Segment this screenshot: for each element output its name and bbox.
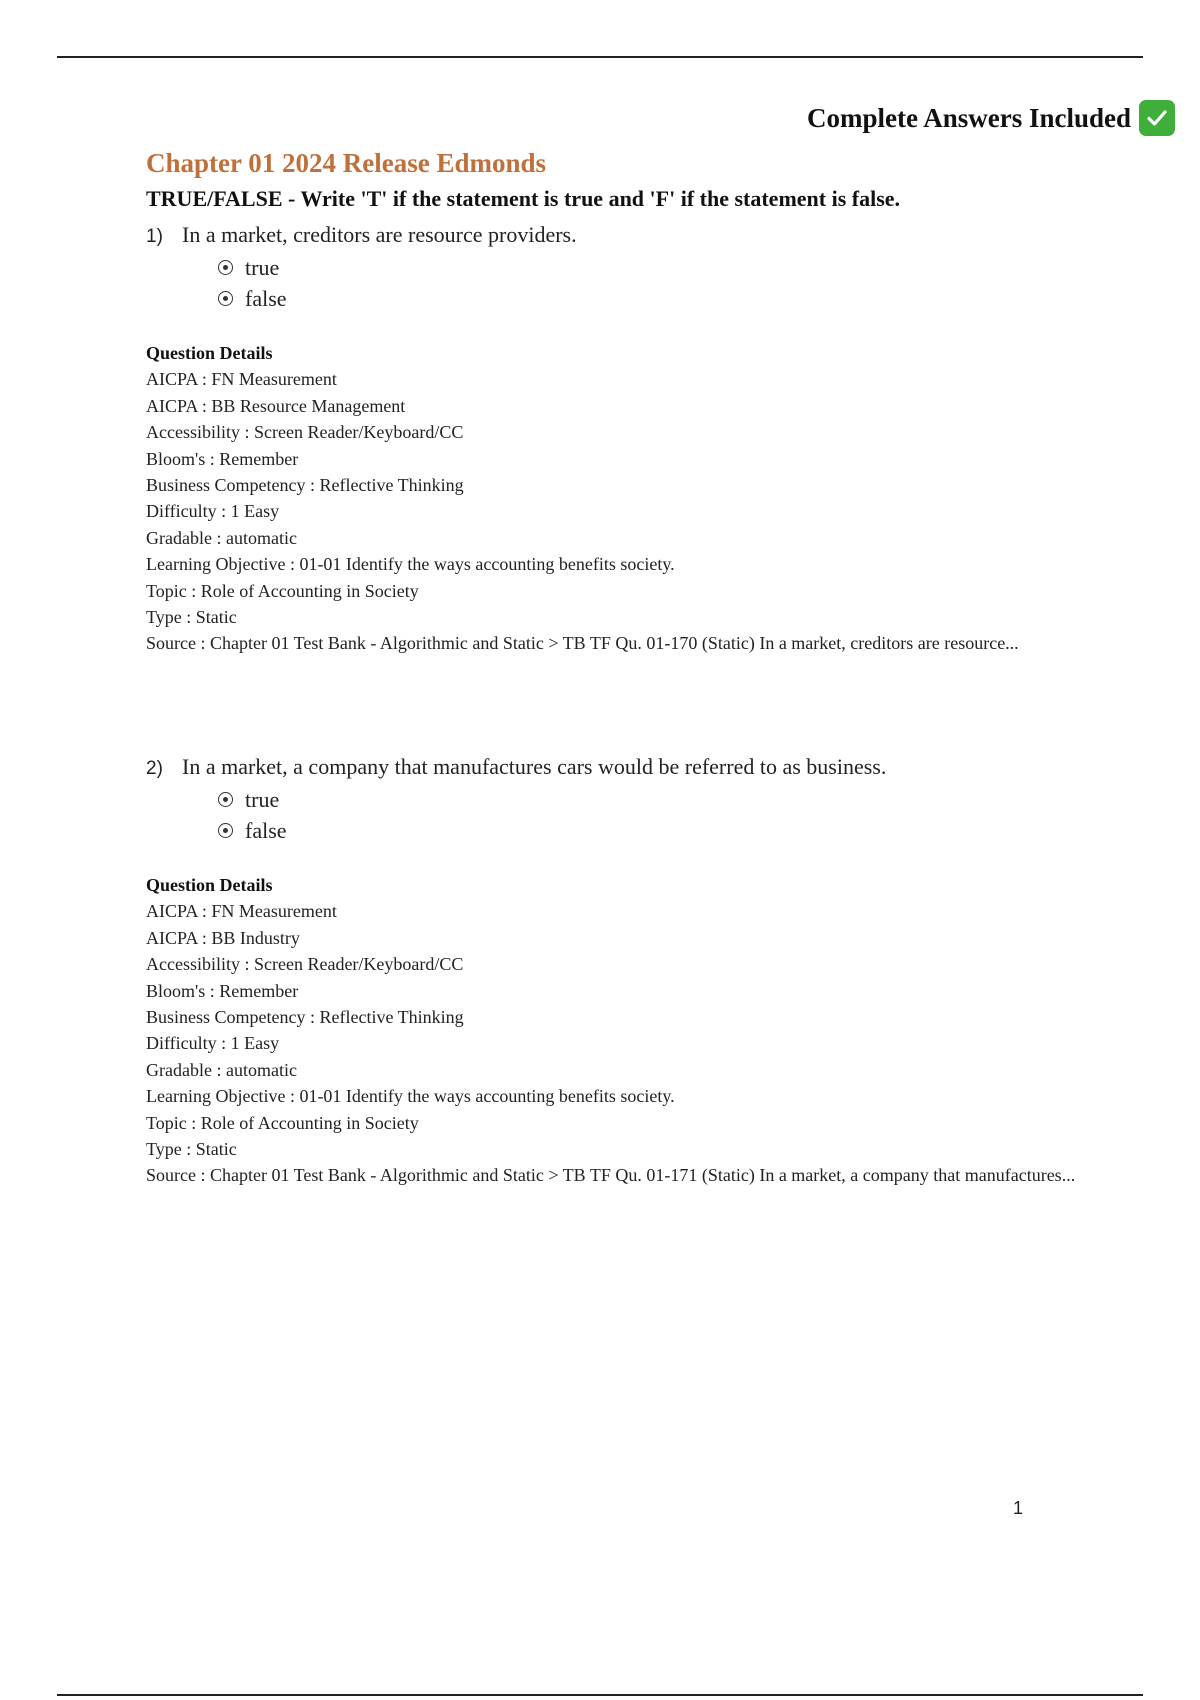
detail-row: Business Competency : Reflective Thinking <box>146 475 464 496</box>
answer-options <box>218 784 1106 846</box>
radio-icon <box>218 792 233 807</box>
detail-row: Bloom's : Remember <box>146 980 299 1001</box>
detail-row: Learning Objective : 01-01 Identify the ways accounting benefits society. <box>146 1086 675 1107</box>
detail-row: AICPA : FN Measurement <box>146 901 337 922</box>
question-details <box>146 872 1106 1189</box>
detail-row: AICPA : FN Measurement <box>146 369 337 390</box>
detail-row: Difficulty : 1 Easy <box>146 1033 280 1054</box>
detail-row: Source : Chapter 01 Test Bank - Algorithmic and Static > TB TF Qu. 01-170 (Static) In a market, creditors are resource... <box>146 633 1019 654</box>
radio-icon <box>218 291 233 306</box>
option-false[interactable] <box>218 815 1106 846</box>
detail-row: Topic : Role of Accounting in Society <box>146 1112 419 1133</box>
option-false[interactable] <box>218 283 1106 314</box>
option-true[interactable] <box>218 784 1106 815</box>
page-number: 1 <box>1013 1498 1024 1518</box>
question-text: In a market, a company that manufactures cars would be referred to as business. <box>182 754 887 779</box>
details-title: Question Details <box>146 343 273 363</box>
detail-row: Accessibility : Screen Reader/Keyboard/CC <box>146 422 464 443</box>
check-mark-icon <box>1139 100 1175 136</box>
question-number: 2) <box>146 758 163 779</box>
detail-row: Gradable : automatic <box>146 1059 297 1080</box>
detail-row: AICPA : BB Resource Management <box>146 395 406 416</box>
header-rule <box>57 56 1143 58</box>
option-label: false <box>245 818 287 843</box>
option-true[interactable] <box>218 252 1106 283</box>
detail-row: Source : Chapter 01 Test Bank - Algorithmic and Static > TB TF Qu. 01-171 (Static) In a market, a company that manufactures... <box>146 1165 1076 1186</box>
answer-options <box>218 252 1106 314</box>
question-1-block <box>146 146 1106 657</box>
answers-banner <box>807 100 1175 136</box>
question-2-block <box>146 746 1106 1189</box>
detail-row: Type : Static <box>146 607 237 628</box>
detail-row: Bloom's : Remember <box>146 448 299 469</box>
radio-icon <box>218 260 233 275</box>
question-2 <box>146 752 1106 1189</box>
option-label: true <box>245 787 280 812</box>
footer-rule <box>57 1694 1143 1696</box>
option-label: false <box>245 286 287 311</box>
detail-row: AICPA : BB Industry <box>146 927 300 948</box>
detail-row: Type : Static <box>146 1139 237 1160</box>
detail-row: Gradable : automatic <box>146 527 297 548</box>
question-text: In a market, creditors are resource providers. <box>182 222 577 247</box>
detail-row: Business Competency : Reflective Thinking <box>146 1007 464 1028</box>
detail-row: Difficulty : 1 Easy <box>146 501 280 522</box>
detail-row: Accessibility : Screen Reader/Keyboard/CC <box>146 954 464 975</box>
detail-row: Topic : Role of Accounting in Society <box>146 580 419 601</box>
question-number: 1) <box>146 226 163 247</box>
question-details <box>146 340 1106 657</box>
chapter-title: Chapter 01 2024 Release Edmonds <box>146 148 547 178</box>
radio-icon <box>218 823 233 838</box>
details-title: Question Details <box>146 875 273 895</box>
detail-row: Learning Objective : 01-01 Identify the ways accounting benefits society. <box>146 554 675 575</box>
option-label: true <box>245 255 280 280</box>
banner-text: Complete Answers Included <box>806 102 1131 133</box>
instructions: TRUE/FALSE - Write 'T' if the statement is true and 'F' if the statement is false. <box>146 186 901 211</box>
question-1 <box>146 220 1106 657</box>
